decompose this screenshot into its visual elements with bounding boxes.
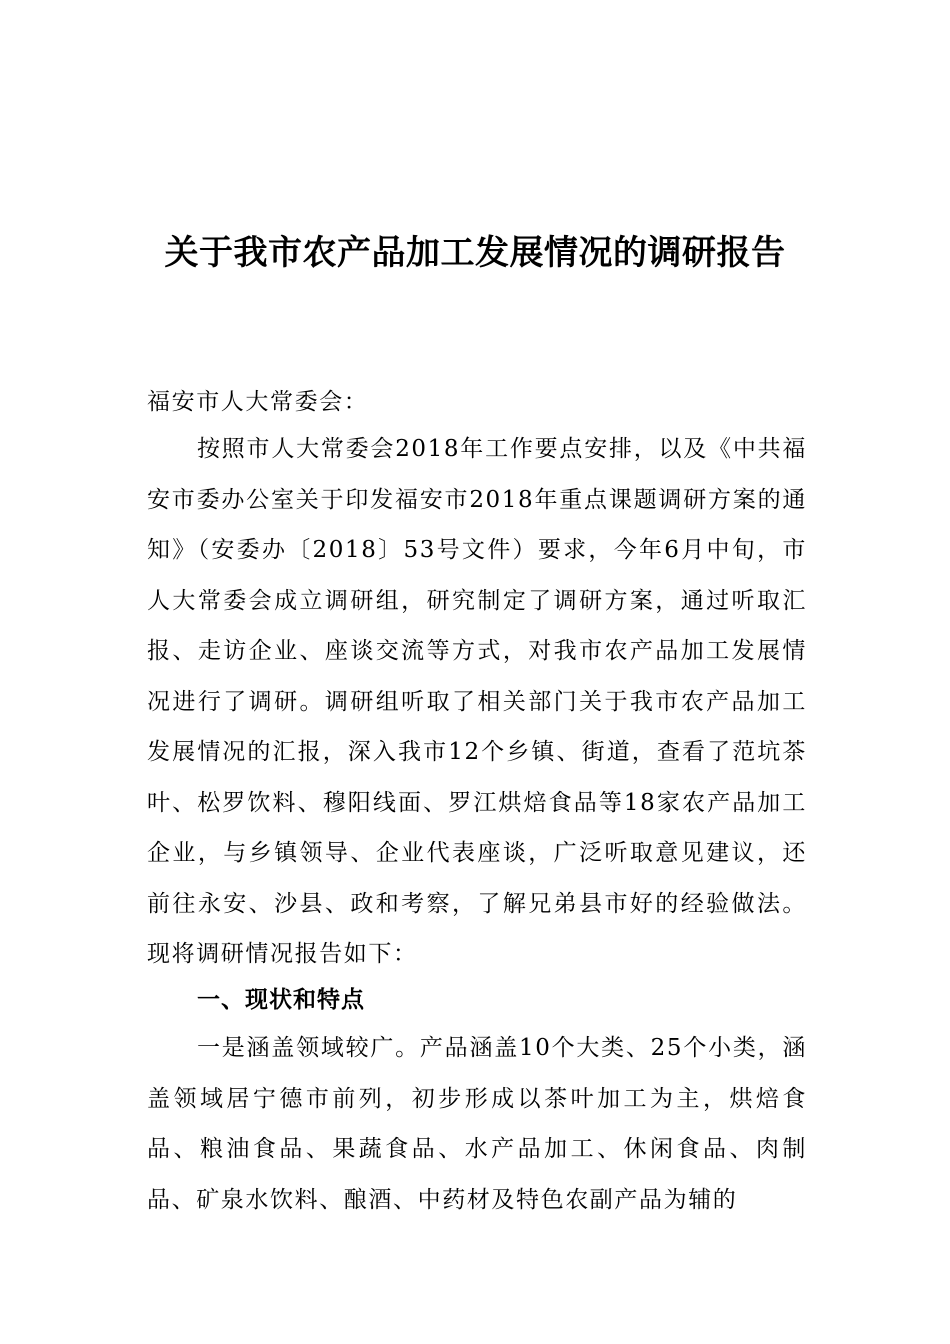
section-heading: 一、现状和特点 [197,987,365,1013]
document-title: 关于我市农产品加工发展情况的调研报告 [164,233,786,273]
body-paragraph: 一是涵盖领域较广。产品涵盖10个大类、25个小类，涵盖领域居宁德市前列，初步形成以茶叶加工为主，烘焙食品、粮油食品、果蔬食品、水产品加工、休闲食品、肉制品、矿泉水饮料、酿酒、中药材及特色农副产品为辅的 [147,1035,807,1213]
intro-paragraph: 按照市人大常委会2018年工作要点安排，以及《中共福安市委办公室关于印发福安市2018年重点课题调研方案的通知》（安委办〔2018〕53号文件）要求，今年6月中旬，市人大常委会成立调研组，研究制定了调研方案，通过听取汇报、走访企业、座谈交流等方式，对我市农产品加工发展情况进行了调研。调研组听取了相关部门关于我市农产品加工发展情况的汇报，深入我市12个乡镇、街道，查看了范坑茶叶、松罗饮料、穆阳线面、罗江烘焙食品等18家农产品加工企业，与乡镇领导、企业代表座谈，广泛听取意见建议，还前往永安、沙县、政和考察，了解兄弟县市好的经验做法。现将调研情况报告如下： [147,436,807,967]
salutation: 福安市人大常委会： [147,389,369,415]
